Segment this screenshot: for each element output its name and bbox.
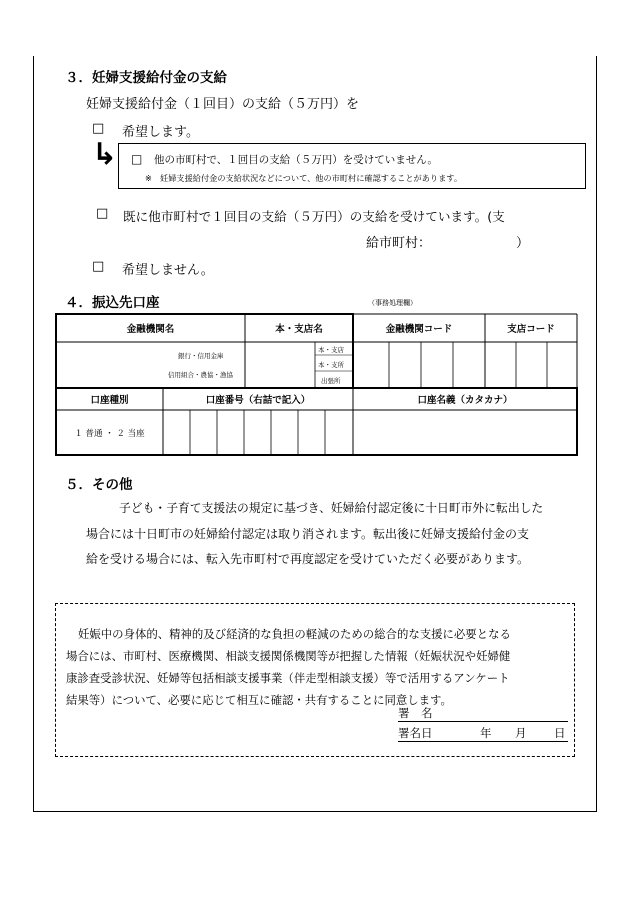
consent-line-4: 結果等）について、必要に応じて相互に確認・共有することに同意します。	[66, 693, 452, 707]
signature-field[interactable]	[398, 705, 568, 722]
header-account-type: 口座種別	[90, 395, 129, 406]
payer-municipality-label: 給市町村：	[366, 236, 432, 251]
section5-line-2: 場合には十日町市の妊婦給付認定は取り消されます。転出後に妊婦支援給付金の支	[86, 527, 530, 541]
option-already-checkbox[interactable]: □	[96, 206, 109, 221]
option-decline-checkbox[interactable]: □	[92, 259, 105, 274]
arrow-icon: ↳	[92, 137, 118, 172]
payer-municipality-paren: ）	[516, 236, 530, 251]
section3-heading: ３．妊婦支援給付金の支給	[65, 70, 227, 86]
signature-date-field[interactable]	[398, 725, 568, 742]
option-apply-checkbox[interactable]: □	[92, 121, 105, 136]
header-branch-code: 支店コード	[507, 324, 555, 335]
header-account-holder: 口座名義（カタカナ）	[417, 395, 513, 406]
header-bank-code: 金融機関コード	[385, 324, 453, 335]
header-account-number: 口座番号（右詰で記入）	[205, 395, 311, 406]
branch-suffix-3: 出張所	[321, 377, 341, 385]
signature-label: 署 名	[398, 706, 433, 720]
section3-intro: 妊婦支援給付金（１回目）の支給（５万円）を	[86, 97, 360, 112]
section5-heading: ５．その他	[65, 477, 133, 493]
section5-line-1: 子ども・子育て支援法の規定に基づき、妊婦給付認定後に十日町市外に転出した	[119, 501, 544, 515]
signature-date-label: 署名日	[398, 726, 433, 740]
option-already-label: 既に他市町村で１回目の支給（５万円）の支給を受けています。(支	[123, 209, 505, 224]
option-apply-label: 希望します。	[122, 125, 199, 140]
sub-condition-text: 他の市町村で、１回目の支給（５万円）を受けていません。	[154, 154, 438, 166]
month-label: 月	[515, 726, 527, 740]
section4-heading: ４．振込先口座	[65, 295, 160, 311]
office-use-label: （事務処理欄）	[368, 299, 417, 307]
branch-suffix-2: 本・支所	[318, 361, 344, 369]
consent-line-1: 妊娠中の身体的、精神的及び経済的な負担の軽減のための総合的な支援に必要となる	[78, 627, 511, 641]
sub-condition-checkbox[interactable]: □	[131, 152, 143, 166]
branch-suffix-1: 本・支店	[318, 346, 344, 354]
header-bank-name: 金融機関名	[126, 324, 175, 335]
sub-condition-note: ※ 妊婦支援給付金の支給状況などについて、他の市町村に確認することがあります。	[145, 173, 463, 183]
consent-line-2: 場合には、市町村、医療機関、相談支援関係機関等が把握した情報（妊娠状況や妊婦健	[66, 649, 511, 663]
consent-line-3: 康診査受診状況、妊婦等包括相談支援事業（伴走型相談支援）等で活用するアンケート	[66, 671, 510, 685]
header-branch-name: 本・支店名	[275, 324, 323, 335]
account-type-options[interactable]: １ 普通 ・ ２ 当座	[74, 428, 145, 439]
option-decline-label: 希望しません。	[122, 263, 214, 278]
bank-suffix-1: 銀行・信用金庫	[178, 352, 224, 360]
bank-suffix-2: 信用組合・農協・漁協	[168, 371, 233, 379]
day-label: 日	[554, 726, 566, 740]
year-label: 年	[480, 726, 492, 740]
section5-line-3: 給を受ける場合には、転入先市町村で再度認定を受けていただく必要があります。	[86, 552, 530, 566]
